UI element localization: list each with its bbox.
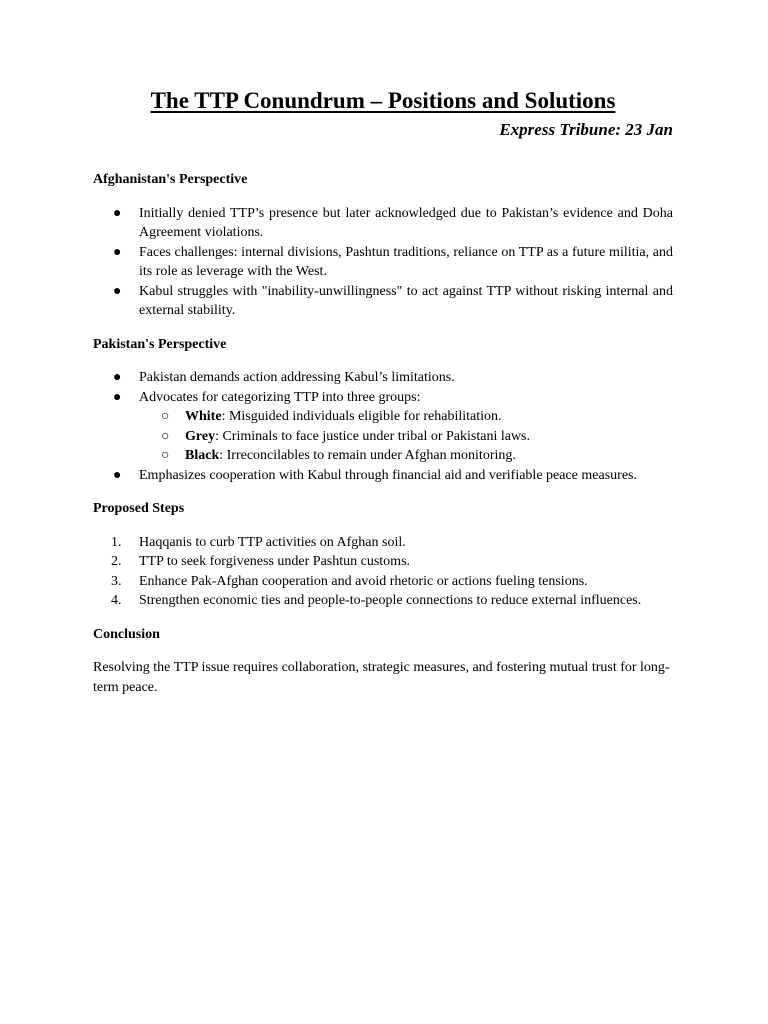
list-item [93,368,673,388]
section-heading-afghanistan: Afghanistan's Perspective [93,172,248,187]
list-item-text: Emphasizes cooperation with Kabul through financial aid and verifiable peace measures. [139,467,637,483]
list-number: 2. [111,554,122,569]
sub-list-item-black [139,446,673,466]
hollow-bullet-icon: ○ [161,428,170,444]
list-item-text: Enhance Pak-Afghan cooperation and avoid rhetoric or actions fueling tensions. [139,573,588,589]
list-number: 1. [111,534,122,550]
group-description: : Criminals to face justice under tribal or Pakistani laws. [215,428,531,444]
list-item [93,466,673,486]
hollow-bullet-icon: ○ [161,448,170,463]
group-sublist [139,407,673,466]
bullet-icon: ● [113,467,122,483]
list-item-text: Faces challenges: internal divisions, Pashtun traditions, reliance on TTP as a future militia, and its role as leverage with the West. [139,244,673,279]
bullet-icon: ● [113,283,122,299]
group-description: : Misguided individuals eligible for rehabilitation. [221,409,502,424]
bullet-icon: ● [113,389,122,405]
list-item [93,552,673,572]
group-label: Grey [185,428,216,444]
bullet-icon: ● [113,370,122,385]
list-item [93,282,673,321]
section-heading-steps: Proposed Steps [93,501,185,516]
list-item [93,591,673,611]
conclusion-paragraph: Resolving the TTP issue requires collaboration, strategic measures, and fostering mutual trust for long-term peace. [93,660,670,695]
sub-list-item-white [139,407,673,427]
group-label: White [185,409,222,424]
list-item [93,388,673,466]
section-heading-pakistan: Pakistan's Perspective [93,336,227,352]
source-line: Express Tribune: 23 Jan [499,120,673,139]
document-body [93,86,673,697]
bullet-icon: ● [113,205,122,221]
list-item [93,204,673,243]
list-item-text: Kabul struggles with "inability-unwillingness" to act against TTP without risking internal and external stability. [139,283,673,318]
list-item [93,572,673,592]
group-label: Black [185,448,220,463]
list-item [93,533,673,553]
list-item-text: TTP to seek forgiveness under Pashtun customs. [139,554,411,569]
list-item [93,243,673,282]
list-item-text: Advocates for categorizing TTP into three groups: [139,389,421,405]
sub-list-item-grey [139,427,673,447]
page-title: The TTP Conundrum – Positions and Solutions [150,88,616,113]
section-heading-conclusion: Conclusion [93,626,160,642]
list-item-text: Haqqanis to curb TTP activities on Afghan soil. [139,534,406,550]
afghanistan-list [93,204,673,321]
bullet-icon: ● [113,244,122,260]
list-item-text: Strengthen economic ties and people-to-people connections to reduce external influences. [139,593,642,608]
list-item-text: Pakistan demands action addressing Kabul’s limitations. [139,370,455,385]
list-number: 3. [111,573,122,589]
steps-list [93,533,673,611]
list-number: 4. [111,593,122,608]
list-item-text: Initially denied TTP’s presence but later acknowledged due to Pakistan’s evidence and Doha Agreement violations. [139,205,673,240]
group-description: : Irreconcilables to remain under Afghan monitoring. [219,448,516,463]
pakistan-list [93,368,673,485]
hollow-bullet-icon: ○ [161,409,170,424]
